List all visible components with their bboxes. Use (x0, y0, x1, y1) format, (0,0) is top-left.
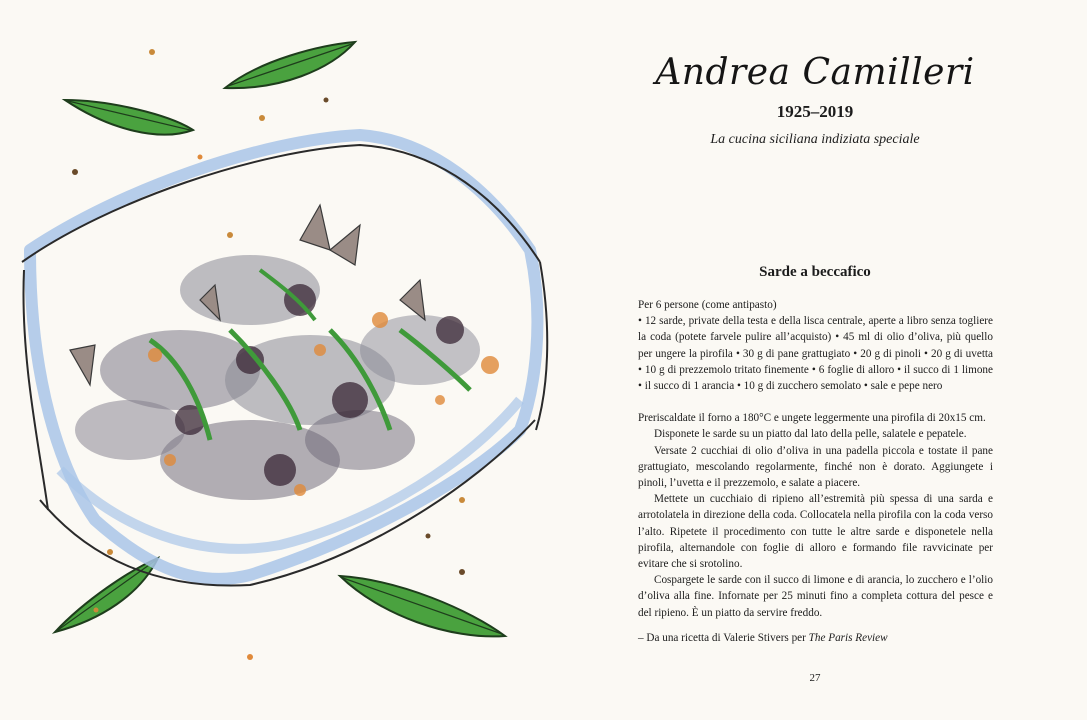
bay-leaf-icon (225, 42, 355, 88)
recipe-page (600, 0, 1060, 720)
book-title: La cucina siciliana indiziata speciale (710, 132, 920, 147)
recipe-step: Versate 2 cucchiai di olio d’oliva in una padella piccola e tostate il pane grattugiato, mescolando regolarmente, finché non è dorato. Aggiungete i pinoli, l’uvetta e il prezzemolo, e salate a piacere. (638, 444, 993, 490)
recipe-step: Mettete un cucchiaio di ripieno all’estremità più spessa di una sarda e arrotolatela in direzione della coda. Collocatela nella pirofila con la coda verso l’alto. Ripetete il procedimento con tutte le altre sarde e disponetele nella pirofila, alternandole con foglie di alloro e formando file ravvicinate per evitare che si srotolino. (638, 493, 993, 571)
servings: Per 6 persone (come antipasto) (638, 299, 777, 311)
sardines-icon (70, 205, 499, 500)
credit-prefix: – Da una ricetta di Valerie Stivers per (638, 632, 809, 644)
recipe-step: Disponete le sarde su un piatto dal lato della pelle, salatele e pepatele. (654, 428, 967, 441)
ingredients-list: • 12 sarde, private della testa e della lisca centrale, aperte a libro senza togliere la coda (potete farvele pulire all’acquisto) • 45 ml di olio d’oliva, più quello per ungere la pirofila • 30 g di pane grattugiato • 20 g di pinoli • 20 g di uvetta • 10 g di prezzemolo tritato finemente • 6 foglie di alloro • il succo di 1 limone • il succo di 1 arancia • 10 g di zucchero semolato • sale e pepe nero (638, 315, 993, 393)
recipe-step: Preriscaldate il forno a 180°C e ungete leggermente una pirofila di 20x15 cm. (638, 412, 986, 425)
recipe-step: Cospargete le sarde con il succo di limone e di arancia, lo zucchero e l’olio d’oliva alla fine. Infornate per 25 minuti fino a completa cottura del pesce e del ripieno. È un piatto da servire freddo. (638, 574, 993, 619)
bay-leaf-icon (55, 558, 158, 632)
recipe-body (638, 297, 993, 621)
page-number: 27 (809, 672, 821, 684)
bay-leaf-icon (65, 100, 193, 135)
bay-leaf-icon (340, 576, 505, 636)
author-name: Andrea Camilleri (655, 52, 975, 93)
recipe-credit (638, 630, 998, 646)
recipe-title: Sarde a beccafico (759, 264, 871, 280)
author-years: 1925–2019 (776, 102, 854, 121)
credit-source: The Paris Review (808, 632, 888, 644)
